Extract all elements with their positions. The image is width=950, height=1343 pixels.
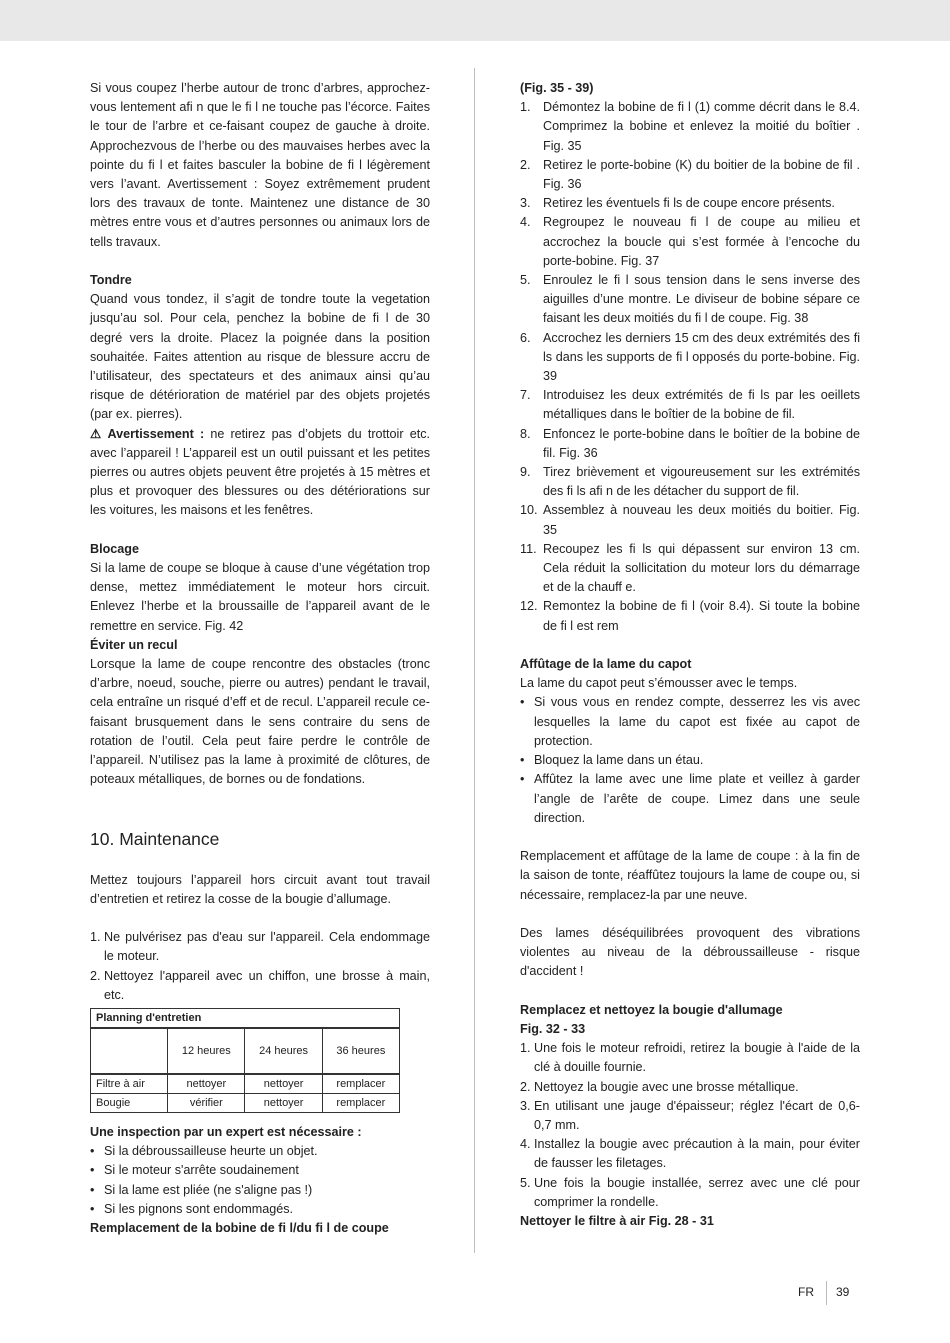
warning-icon: ⚠ xyxy=(90,426,102,441)
top-bar xyxy=(0,0,950,41)
list-item: 7. Introduisez les deux extrémités de fi ls par les oeillets métalliques dans le boîtier de la bobine de fil. xyxy=(520,388,860,422)
warning-text: ne retirez pas d’objets du trottoir etc. avec l’appareil ! L’appareil est un outil puissant et les petites pierres ou autres objets peuvent être projetés à 15 mètres et plus et provoquer des blessures ou des détériorations sur les voitures, les maisons et les fenêtres. xyxy=(90,426,430,518)
list-item: 8. Enfoncez le porte-bobine dans le boîtier de la bobine de fil. Fig. 36 xyxy=(520,426,860,460)
column-divider xyxy=(474,68,475,1253)
table-header-cell xyxy=(91,1028,168,1074)
list-item: • Si la débroussailleuse heurte un objet. xyxy=(90,1142,430,1161)
recul-paragraph: Lorsque la lame de coupe rencontre des obstacles (tronc d’arbre, noeud, souche, pierre ou autres) pendant le travail, cela entraîne un risqué d’eff et de recul. L’appareil recule ce-faisant brusquement dans le sens contraire du sens de rotation de l’outil. Cela peut faire perdre le contrôle de l’appareil. N’utilisez pas la lame à proximité de clôtures, de poteaux métalliques, de bornes ou de fondations. xyxy=(90,657,430,787)
maintenance-list xyxy=(90,928,430,1005)
left-column xyxy=(90,79,430,1238)
capot-heading: Affûtage de la lame du capot xyxy=(520,657,692,672)
list-item: • Si vous vous en rendez compte, desserrez les vis avec lesquelles la lame du capot est fixée au capot de protection. xyxy=(520,693,860,751)
blocage-paragraph: Si la lame de coupe se bloque à cause d’une végétation trop dense, mettez immédiatement le moteur hors circuit. Enlevez l’herbe et la broussaille de l’appareil avant de le remettre en service. Fig. 42 xyxy=(90,561,430,633)
fig-reference: (Fig. 35 - 39) xyxy=(520,81,594,95)
tondre-heading: Tondre xyxy=(90,273,132,288)
list-item: • Bloquez la lame dans un étau. xyxy=(520,751,860,770)
page-number: 39 xyxy=(836,1285,850,1299)
table-cell: remplacer xyxy=(322,1094,399,1113)
table-header-cell: 24 heures xyxy=(245,1028,322,1074)
list-item: • Si la lame est pliée (ne s'aligne pas !) xyxy=(90,1181,430,1200)
bobine-steps-list xyxy=(520,98,860,636)
table-cell: nettoyer xyxy=(168,1074,245,1094)
table-row xyxy=(91,1094,400,1113)
tondre-paragraph: Quand vous tondez, il s’agit de tondre toute la vegetation jusqu’au sol. Pour cela, penchez la bobine de fi l de 30 degré vers la droite. Placez la poignée dans la position souhaitée. Faites attention au risque de blessure accru de l’utilisateur, des spectateurs et des animaux ainsi qu’au risque de détérioration de matériel par des objets projetés (par ex. pierres). xyxy=(90,292,430,422)
capot-list xyxy=(520,693,860,827)
list-item: 2. Nettoyez la bougie avec une brosse métallique. xyxy=(520,1079,799,1094)
table-cell: nettoyer xyxy=(245,1094,322,1113)
bougie-fig-reference: Fig. 32 - 33 xyxy=(520,1021,586,1036)
inspection-heading: Une inspection par un expert est nécessaire : xyxy=(90,1125,362,1140)
list-item: • Si le moteur s'arrête soudainement xyxy=(90,1161,430,1180)
right-column xyxy=(520,79,860,1231)
bougie-heading: Remplacez et nettoyez la bougie d'allumage xyxy=(520,1002,783,1017)
list-item: 5. Enroulez le fi l sous tension dans le sens inverse des aiguilles d’une montre. Le diviseur de bobine sépare ce faisant les deux moitiés du fi l de coupe. Fig. 38 xyxy=(520,273,860,326)
list-item: 6. Accrochez les derniers 15 cm des deux extrémités des fi ls dans les supports de fi l opposés du porte-bobine. Fig. 39 xyxy=(520,330,860,384)
footer-language: FR xyxy=(798,1285,814,1299)
list-item: 11. Recoupez les fi ls qui dépassent sur environ 13 cm. Cela réduit la sollicitation du moteur lors du démarrage et de la chauff e. xyxy=(520,541,860,595)
table-header-cell: 36 heures xyxy=(322,1028,399,1074)
list-item: 9. Tirez brièvement et vigoureusement sur les extrémités des fi ls afi n de les détacher du support de fil. xyxy=(520,465,860,499)
maintenance-heading: 10. Maintenance xyxy=(90,829,220,850)
table-cell: vérifier xyxy=(168,1094,245,1113)
list-item: 4. Regroupez le nouveau fi l de coupe au milieu et accrochez la boucle qui s’est formée à l’encoche du porte-bobine. Fig. 37 xyxy=(520,215,860,268)
bougie-steps-list xyxy=(520,1039,860,1212)
maintenance-schedule-table xyxy=(90,1008,400,1113)
list-item: 3. En utilisant une jauge d'épaisseur; réglez l'écart de 0,6-0,7 mm. xyxy=(520,1098,860,1132)
list-item: 1. Ne pulvérisez pas d'eau sur l'appareil. Cela endommage le moteur. xyxy=(90,930,430,964)
filtre-heading: Nettoyer le filtre à air Fig. 28 - 31 xyxy=(520,1213,714,1228)
intro-paragraph: Si vous coupez l’herbe autour de tronc d’arbres, approchez-vous lentement afi n que le fi l ne touche pas l’écorce. Faites le tour de l’arbre et ce-faisant coupez de gauche à droite. Approchezvous de l’herbe ou des mauvaises herbes avec la pointe du fi l et faites basculer la bobine de fi l légèrement vers l’avant. Avertissement : Soyez extrêmement prudent lors des travaux de tonte. Maintenez une distance de 30 mètres entre vous et d’autres personnes ou animaux lors de tells travaux. xyxy=(90,81,430,249)
list-item: 1. Une fois le moteur refroidi, retirez la bougie à l'aide de la clé à douille fournie. xyxy=(520,1041,860,1075)
list-item: 10. Assemblez à nouveau les deux moitiés du boitier. Fig. 35 xyxy=(520,503,860,537)
list-item: 5. Une fois la bougie installée, serrez avec une clé pour comprimer la rondelle. xyxy=(520,1175,860,1209)
table-cell: nettoyer xyxy=(245,1074,322,1094)
footer-separator xyxy=(826,1281,827,1305)
list-item: 1. Démontez la bobine de fi l (1) comme décrit dans le 8.4. Comprimez la bobine et enlevez la moitié du boîtier . Fig. 35 xyxy=(520,100,860,153)
remplacement-paragraph: Remplacement et affûtage de la lame de coupe : à la fin de la saison de tonte, réaffûtez toujours la lame de coupe ou, si nécessaire, remplacez-la par une neuve. xyxy=(520,849,860,902)
table-title: Planning d'entretien xyxy=(91,1009,400,1029)
list-item: 12. Remontez la bobine de fi l (voir 8.4). Si toute la bobine de fi l est rem xyxy=(520,599,860,633)
list-item: • Affûtez la lame avec une lime plate et veillez à garder l’angle de l’arête de coupe. Limez dans une seule direction. xyxy=(520,770,860,828)
warning-paragraph xyxy=(90,425,430,521)
bobine-heading: Remplacement de la bobine de fi l/du fi l de coupe xyxy=(90,1221,389,1236)
lames-paragraph: Des lames déséquilibrées provoquent des vibrations violentes au niveau de la débroussailleuse - risque d'accident ! xyxy=(520,925,860,979)
maintenance-paragraph: Mettez toujours l’appareil hors circuit avant tout travail d’entretien et retirez la cosse de la bougie d’allumage. xyxy=(90,872,430,906)
table-cell: remplacer xyxy=(322,1074,399,1094)
list-item: 4. Installez la bougie avec précaution à la main, pour éviter de fausser les filetages. xyxy=(520,1137,860,1171)
table-header-cell: 12 heures xyxy=(168,1028,245,1074)
list-item: • Si les pignons sont endommagés. xyxy=(90,1200,430,1219)
inspection-list xyxy=(90,1142,430,1219)
warning-label: Avertissement : xyxy=(107,426,205,441)
recul-heading: Éviter un recul xyxy=(90,637,178,652)
table-cell: Filtre à air xyxy=(91,1074,168,1094)
capot-paragraph: La lame du capot peut s’émousser avec le temps. xyxy=(520,676,798,691)
list-item: 2. Nettoyez l'appareil avec un chiffon, une brosse à main, etc. xyxy=(90,968,430,1002)
blocage-heading: Blocage xyxy=(90,541,139,556)
list-item: 2. Retirez le porte-bobine (K) du boitier de la bobine de fil . Fig. 36 xyxy=(520,157,860,192)
table-cell: Bougie xyxy=(91,1094,168,1113)
table-row xyxy=(91,1074,400,1094)
list-item: 3. Retirez les éventuels fi ls de coupe encore présents. xyxy=(520,196,835,211)
